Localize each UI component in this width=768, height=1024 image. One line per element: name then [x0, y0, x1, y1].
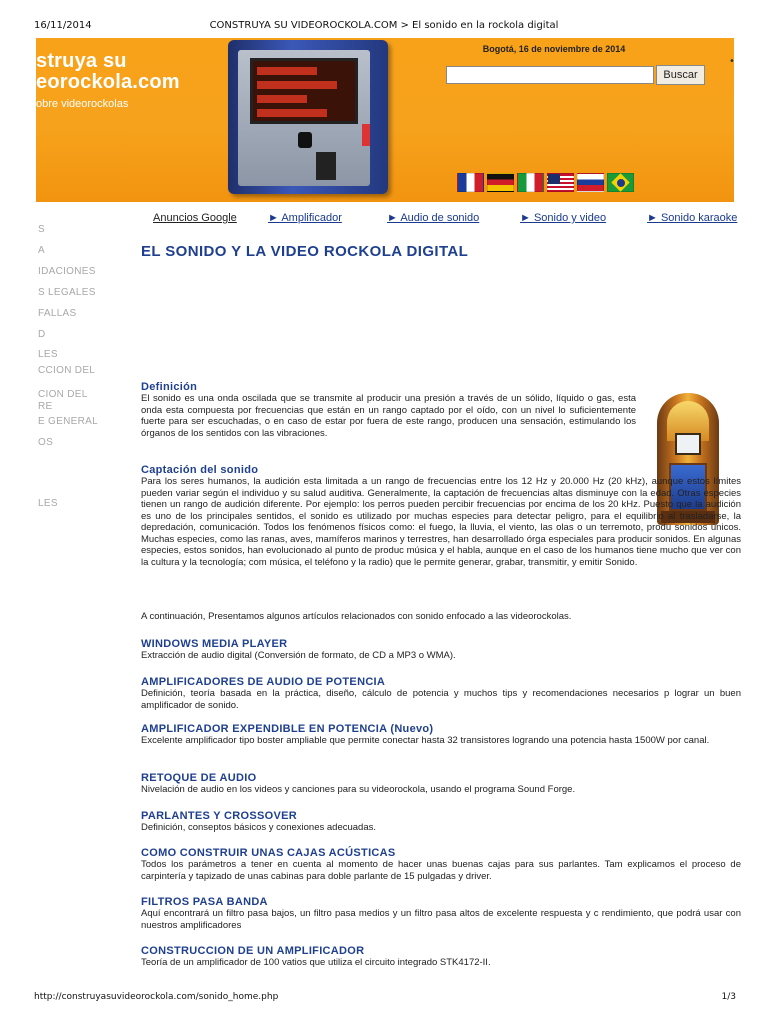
flag-germany-icon[interactable] [487, 173, 514, 192]
articles-intro: A continuación, Presentamos algunos artículos relacionados con sonido enfocado a las videorockolas. [141, 611, 572, 622]
print-page-title: CONSTRUYA SU VIDEOROCKOLA.COM > El sonido en la rockola digital [209, 20, 559, 31]
search-button[interactable]: Buscar [656, 65, 705, 85]
main-content [141, 380, 741, 980]
flag-brazil-icon[interactable] [607, 173, 634, 192]
search-input[interactable] [446, 66, 654, 84]
keypad-icon [316, 152, 336, 180]
sidebar-item[interactable]: IDACIONES [38, 266, 96, 277]
flag-usa-icon[interactable] [547, 173, 574, 192]
article-description: Todos los parámetros a tener en cuenta al momento de hacer unas buenas cajas para sus parlantes. Tam explicamos el proceso de carpintería y tapizado de unas cabinas para doble parlante de 15 pulgadas y driver. [141, 859, 741, 882]
article-description: Definición, conseptos básicos y conexiones adecuadas. [141, 822, 377, 833]
sidebar-item[interactable]: CCION DEL [38, 365, 96, 376]
article-link[interactable]: AMPLIFICADORES DE AUDIO DE POTENCIA [141, 676, 386, 688]
flag-russia-icon[interactable] [577, 173, 604, 192]
article-link[interactable]: RETOQUE DE AUDIO [141, 772, 257, 784]
current-date: Bogotá, 16 de noviembre de 2014 [482, 44, 626, 54]
article-description: Excelente amplificador tipo boster ampliable que permite conectar hasta 32 transistores logrando una potencia hasta 1500W por canal. [141, 735, 710, 746]
sidebar-item[interactable]: S LEGALES [38, 287, 96, 298]
sidebar-item[interactable]: E GENERAL [38, 416, 98, 427]
sidebar-item[interactable]: FALLAS [38, 308, 77, 319]
article-link[interactable]: WINDOWS MEDIA PLAYER [141, 638, 288, 650]
article-description: Teoría de un amplificador de 100 vatios que utiliza el circuito integrado STK4172-II. [141, 957, 491, 968]
sidebar-item[interactable]: A [38, 245, 45, 256]
article-description: Nivelación de audio en los videos y canciones para su videorockola, usando el programa Sound Forge. [141, 784, 576, 795]
apple-logo-icon [298, 132, 312, 148]
print-footer [0, 990, 768, 1010]
print-date: 16/11/2014 [34, 20, 92, 31]
article-description: Extracción de audio digital (Conversión de formato, de CD a MP3 o WMA). [141, 650, 456, 661]
site-banner [36, 38, 734, 202]
sidebar-item[interactable]: CION DEL [38, 389, 88, 400]
print-header [0, 0, 768, 38]
site-logo-line1[interactable]: struya su [36, 50, 127, 72]
nav-link-audio-de-sonido[interactable]: ► Audio de sonido [387, 212, 480, 224]
print-page-number: 1/3 [721, 992, 736, 1002]
section-title-captacion: Captación del sonido [141, 464, 259, 476]
site-logo-line2[interactable]: eorockola.com [36, 71, 180, 93]
flag-italy-icon[interactable] [517, 173, 544, 192]
site-tagline: obre videorockolas [36, 98, 129, 110]
overflow-indicator: • [729, 56, 735, 67]
videorockola-image [224, 40, 396, 198]
nav-bar-clip [0, 205, 738, 235]
sidebar-item[interactable]: S [38, 224, 45, 235]
article-description: Definición, teoría basada en la práctica, diseño, cálculo de potencia y muchos tips y recomendaciones necesarios p lograr un buen amplificador de sonido. [141, 688, 741, 711]
article-description: Aquí encontrará un filtro pasa bajos, un filtro pasa medios y un filtro pasa altos de excelente respuesta y c rendimiento, que podrá usar con nuestros amplificadores [141, 908, 741, 931]
page-title: EL SONIDO Y LA VIDEO ROCKOLA DIGITAL [141, 243, 469, 260]
sidebar-item[interactable]: LES [38, 498, 58, 509]
nav-link-amplificador[interactable]: ► Amplificador [268, 212, 342, 224]
sidebar-item[interactable]: RE [38, 401, 53, 412]
nav-link-sonido-karaoke[interactable]: ► Sonido karaoke [647, 212, 738, 224]
section-text-captacion: Para los seres humanos, la audición esta limitada a un rango de frecuencias entre los 12 Hz y 20.000 Hz (20 kHz), aunque estos límites pueden variar según el individuo y su salud auditiva. Generalmente, la captación de frecuencias altas disminuye con la edad. Otras especies tienen un rango de audición diferente. Por ejemplo: los perros pueden percibir frecuencias por encima de los 20 kHz. Puesto que la audición es uno de los principales sentidos, el sonido es utilizado por muchas especies para detectar peligro, para el equilibrio al trasladarse, la depredación, comunicación. Todos los fenómenos físicos como: el fuego, la lluvia, el viento, las olas o un terremoto, produ sonidos únicos. Muchas especies, como las ranas, aves, mamíferos marinos y terrestres, han desarrollado órga especiales para producir sonidos. En algunas especies, estos sonidos, han evolucionado al punto de produc música y el habla, aunque en el caso de los humanos tiene mucho que ver con la cultura y la tecnología; com música, el teléfono y la radio) que le permite generar, grabar, transmitir, y emitir Sonido. [141, 476, 741, 568]
coin-slot-icon [362, 124, 370, 146]
section-text-definicion: El sonido es una onda oscilada que se transmite al producir una presión a través de un sólido, líquido o gas, esta onda esta compuesta por frecuencias que están en un rango captado por el oído, con un nivel lo suficientemente fuerte para ser escuchadas, o en caso de estar por fuera de este rango, producen una sensación, estimulando los órganos de los sentidos con las vibraciones. [141, 393, 636, 439]
flag-france-icon[interactable] [457, 173, 484, 192]
article-link[interactable]: CONSTRUCCION DE UN AMPLIFICADOR [141, 945, 365, 957]
sidebar-item[interactable]: OS [38, 437, 54, 448]
article-link[interactable]: FILTROS PASA BANDA [141, 896, 268, 908]
article-link[interactable]: PARLANTES Y CROSSOVER [141, 810, 298, 822]
print-url: http://construyasuvideorockola.com/sonido_home.php [34, 992, 279, 1002]
article-link[interactable]: COMO CONSTRUIR UNAS CAJAS ACÚSTICAS [141, 847, 396, 859]
sidebar-item[interactable]: LES [38, 349, 58, 360]
article-link[interactable]: AMPLIFICADOR EXPENDIBLE EN POTENCIA (Nuevo) [141, 723, 434, 735]
sidebar-item[interactable]: D [38, 329, 46, 340]
google-ads-label[interactable]: Anuncios Google [153, 212, 237, 224]
nav-link-sonido-y-video[interactable]: ► Sonido y video [520, 212, 607, 224]
section-title-definicion: Definición [141, 381, 198, 393]
